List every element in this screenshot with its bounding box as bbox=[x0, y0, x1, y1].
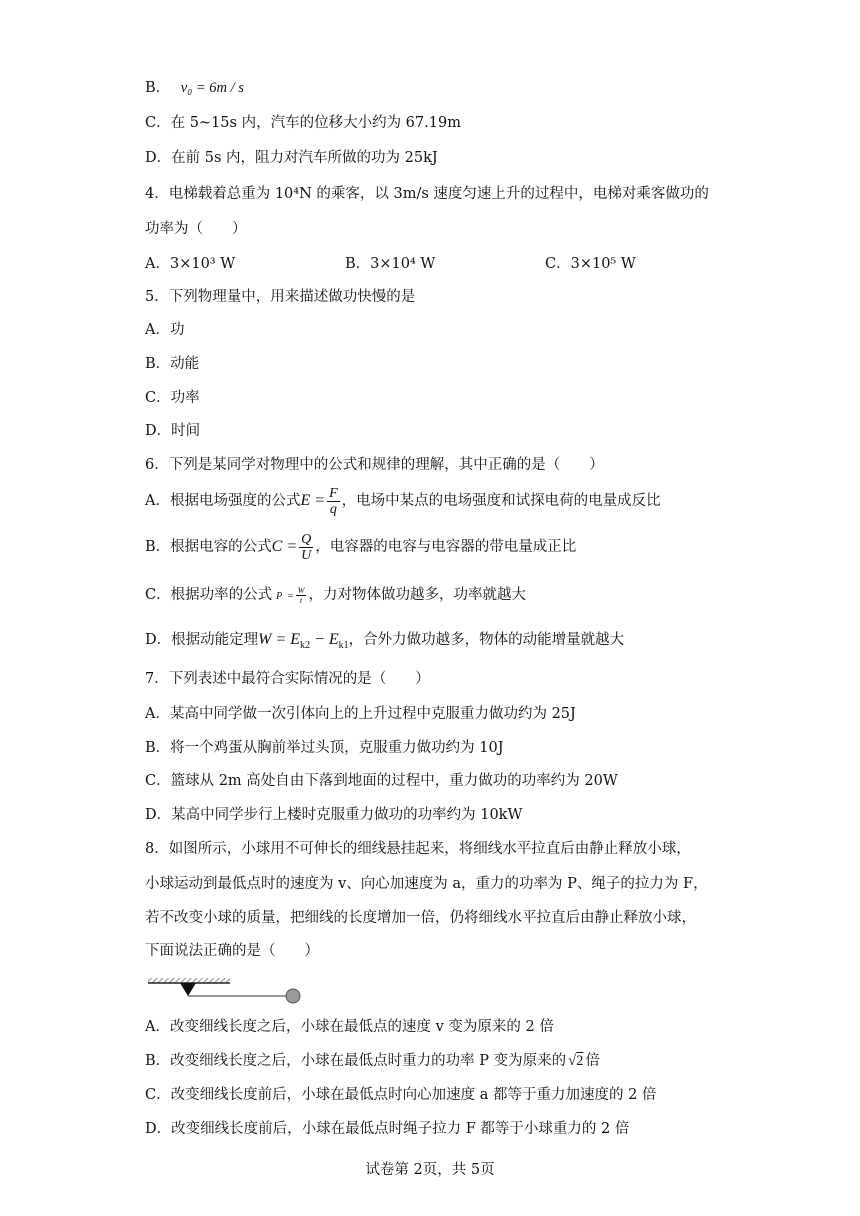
q8-option-b: B．改变细线长度之后，小球在最低点时重力的功率 P 变为原来的 √2 倍 bbox=[145, 1053, 600, 1069]
q5-option-a: A．功 bbox=[145, 322, 185, 338]
q7-option-d: D．某高中同学步行上楼时克服重力做功的功率约为 10kW bbox=[145, 807, 523, 823]
q5-stem: 5．下列物理量中，用来描述做功快慢的是 bbox=[145, 289, 416, 305]
q8-option-a: A．改变细线长度之后，小球在最低点的速度 v 变为原来的 2 倍 bbox=[145, 1019, 554, 1035]
q4-stem-line1: 4．电梯载着总重为 10⁴N 的乘客，以 3m/s 速度匀速上升的过程中，电梯对乘客做功的 bbox=[145, 186, 709, 202]
q6-option-b: B．根据电容的公式C = $\frac{Q}{U}$ ，电容器的电容与电容器的带电量成正比 bbox=[145, 531, 577, 563]
q4-option-c: C．3×10⁵ W bbox=[545, 256, 636, 272]
pivot-triangle bbox=[180, 983, 196, 996]
q7-option-c: C．篮球从 2m 高处自由下落到地面的过程中，重力做功的功率约为 20W bbox=[145, 773, 618, 789]
electric-field-formula: E = bbox=[300, 492, 326, 509]
q4-option-b: B．3×10⁴ W bbox=[345, 256, 436, 272]
page-footer: 试卷第 2页，共 5页 bbox=[365, 1162, 495, 1178]
q6-option-d: D．根据动能定理$W = E_{k2} - E_{k1}$，合外力做功越多，物体的动能增量就越大 bbox=[145, 631, 625, 652]
q3-option-d: D．在前 5s 内，阻力对汽车所做的功为 25kJ bbox=[145, 150, 438, 166]
q8-option-d: D．改变细线长度前后，小球在最低点时绳子拉力 F 都等于小球重力的 2 倍 bbox=[145, 1121, 630, 1137]
q3-option-b: B． v₀ = 6m / s bbox=[145, 80, 244, 96]
q5-option-d: D．时间 bbox=[145, 423, 201, 439]
fraction-w-over-t: $\frac{W}{t}$ bbox=[297, 585, 305, 605]
capacitance-formula: C = bbox=[271, 538, 298, 555]
q5-option-c: C．功率 bbox=[145, 390, 200, 406]
fraction-q-over-u: $\frac{Q}{U}$ bbox=[301, 531, 312, 563]
q8-option-c: C．改变细线长度前后，小球在最低点时向心加速度 a 都等于重力加速度的 2 倍 bbox=[145, 1087, 657, 1103]
ball bbox=[286, 989, 300, 1003]
pendulum-diagram bbox=[140, 972, 310, 1012]
q6-stem: 6．下列是某同学对物理中的公式和规律的理解，其中正确的是（ ） bbox=[145, 457, 604, 473]
kinetic-energy-theorem-formula: $W = E_{k2} - E_{k1}$ bbox=[258, 631, 349, 652]
q8-stem-line2: 小球运动到最低点时的速度为 v、向心加速度为 a，重力的功率为 P、绳子的拉力为 F， bbox=[145, 876, 708, 892]
q7-option-b: B．将一个鸡蛋从胸前举过头顶，克服重力做功约为 10J bbox=[145, 740, 504, 756]
q5-option-b: B．动能 bbox=[145, 356, 200, 372]
q4-stem-line2: 功率为（ ） bbox=[145, 221, 247, 237]
q7-stem: 7．下列表述中最符合实际情况的是（ ） bbox=[145, 671, 430, 687]
q3-option-c: C．在 5~15s 内，汽车的位移大小约为 67.19m bbox=[145, 115, 461, 131]
q3-option-b-formula: v₀ = 6m / s bbox=[180, 80, 244, 96]
q4-option-a: A．3×10³ W bbox=[145, 256, 236, 272]
fraction-f-over-q: $\frac{F}{q}$ bbox=[329, 485, 338, 517]
sqrt-two: √2 bbox=[568, 1053, 584, 1069]
q6-option-c: C．根据功率的公式 P = $\frac{W}{t}$ ，力对物体做功越多，功率就越大 bbox=[145, 585, 526, 605]
q8-stem-line3: 若不改变小球的质量，把细线的长度增加一倍，仍将细线水平拉直后由静止释放小球， bbox=[145, 910, 696, 926]
q6-option-a: A．根据电场强度的公式E = $\frac{F}{q}$ ，电场中某点的电场强度和试探电荷的电量成反比 bbox=[145, 485, 661, 517]
q8-stem-line1: 8．如图所示，小球用不可伸长的细线悬挂起来，将细线水平拉直后由静止释放小球， bbox=[145, 841, 691, 857]
q7-option-a: A．某高中同学做一次引体向上的上升过程中克服重力做功约为 25J bbox=[145, 706, 576, 722]
q8-stem-line4: 下面说法正确的是（ ） bbox=[145, 943, 319, 959]
power-formula: P = bbox=[276, 591, 294, 602]
